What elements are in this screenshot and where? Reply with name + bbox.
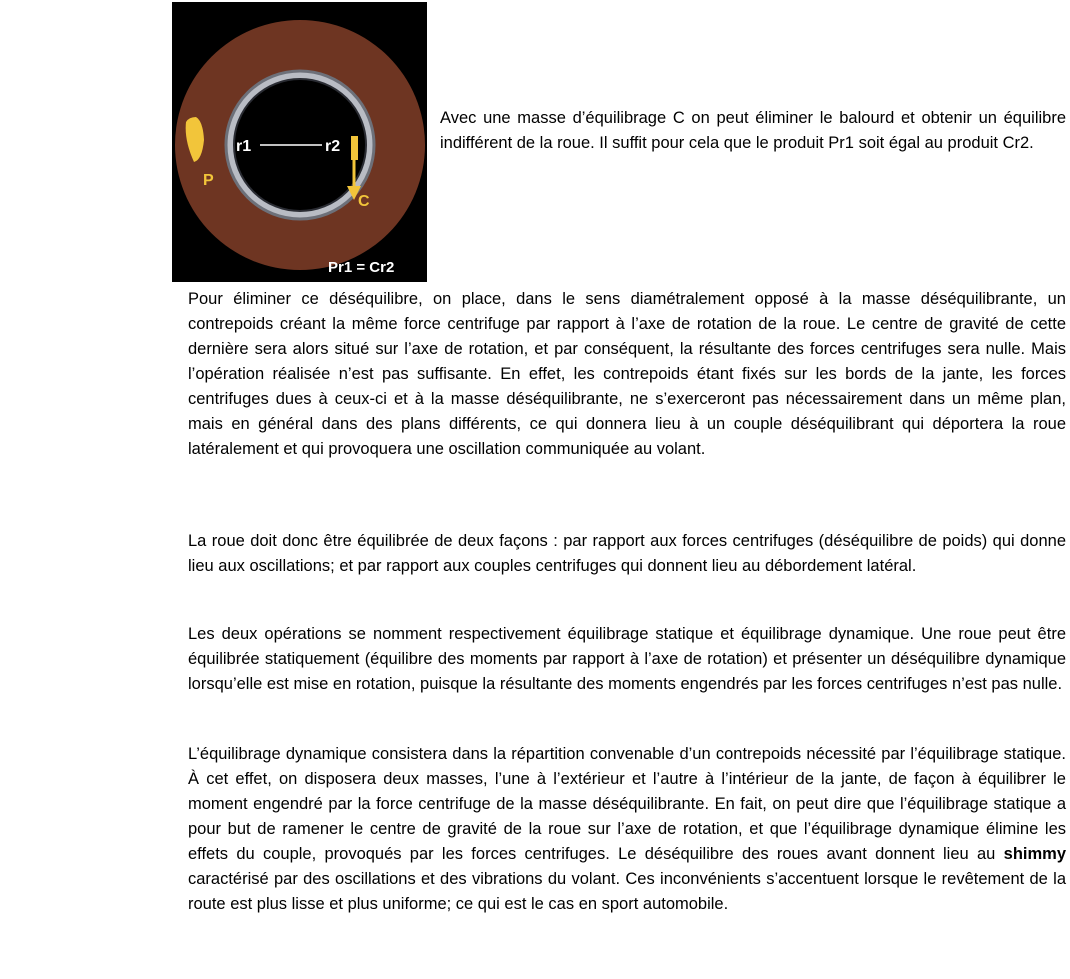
label-r1: r1 [236,138,252,155]
figure-caption: Avec une masse d’équilibrage C on peut éliminer le balourd et obtenir un équilibre indifférent de la roue. Il suffit pour cela que le produit Pr1 soit égal au produit Cr2. [440,109,1066,152]
paragraph-two-ways: La roue doit donc être équilibrée de deux façons : par rapport aux forces centrifuges (déséquilibre de poids) qui donne lieu aux oscillations; et par rapport aux couples centrifuges qui donnent lieu au débordement latéral. [188,532,1066,575]
paragraph-text-before: L’équilibrage dynamique consistera dans la répartition convenable d’un contrepoids nécessité par l’équilibrage statique. À cet effet, on disposera deux masses, l’une à l’extérieur et l’autre à l’intérieur de la jante, de façon à équilibrer le moment engendré par la force centrifuge de la masse déséquilibrante. En fait, on peut dire que l’équilibrage statique a pour but de ramener le centre de gravité de la roue sur l’axe de rotation, et que l’équilibrage dynamique élimine les effets du couple, provoqués par les forces centrifuges. Le déséquilibre des roues avant donnent lieu au [188,745,1066,863]
paragraph-static-counterweight: Pour éliminer ce déséquilibre, on place, dans le sens diamétralement opposé à la masse déséquilibrante, un contrepoids créant la même force centrifuge par rapport à l’axe de rotation de la roue. Le centre de gravité de cette dernière sera alors situé sur l’axe de rotation, et par conséquent, la résultante des forces centrifuges sera nulle. Mais l’opération réalisée n’est pas suffisante. En effet, les contrepoids étant fixés sur les bords de la jante, les forces centrifuges dues à ceux-ci et à la masse déséquilibrante, ne s’exerceront pas nécessairement dans un même plan, mais en général dans des plans différents, ce qui donnera lieu à un couple déséquilibrant qui déportera la roue latéralement et qui provoquera une oscillation communiquée au volant. [188,290,1066,458]
label-formula: Pr1 = Cr2 [328,259,395,276]
shimmy-term: shimmy [1003,845,1066,863]
wheel-balance-figure [172,2,427,282]
label-r2: r2 [325,138,341,155]
label-c: C [358,193,370,210]
paragraph-text-after: caractérisé par des oscillations et des vibrations du volant. Ces inconvénients s’accentuent lorsque le revêtement de la route est plus lisse et plus uniforme; ce qui est le cas en sport automobile. [188,870,1066,913]
wheel-diagram [172,2,427,282]
paragraph-dynamic-balancing [188,742,1066,917]
paragraph-static-dynamic: Les deux opérations se nomment respectivement équilibrage statique et équilibrage dynamique. Une roue peut être équilibrée statiquement (équilibre des moments par rapport à l’axe de rotation) et présenter un déséquilibre dynamique lorsqu’elle est mise en rotation, puisque la résultante des moments engendrés par les forces centrifuges n’est pas nulle. [188,625,1066,693]
label-p: P [203,172,214,189]
